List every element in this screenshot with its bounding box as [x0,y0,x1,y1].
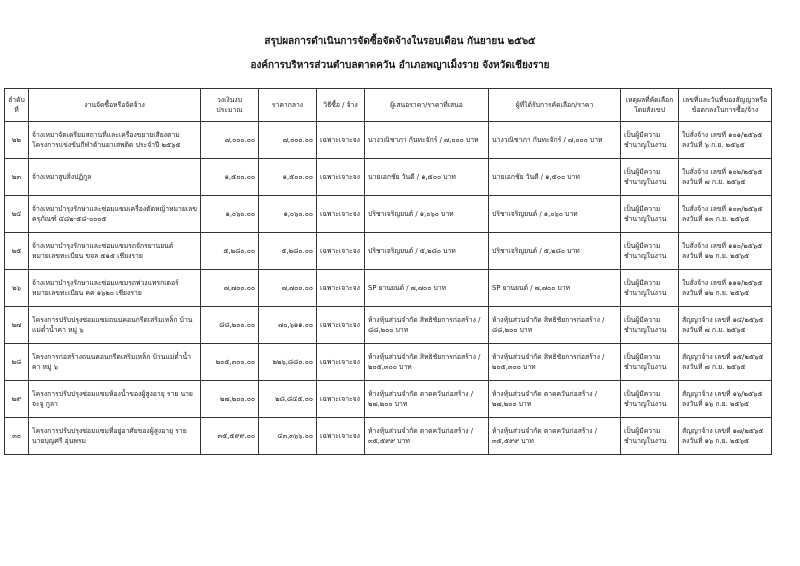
row-median-cell: ๗๐,๖๑๑.๐๐ [259,307,317,344]
row-bidder-cell: นายเอกชัย วันดี / ๑,๕๐๐ บาท [365,159,489,196]
header-cell-method: วิธีซื้อ / จ้าง [317,89,365,122]
row-contract-cell: สัญญาจ้าง เลขที่ ๑๔/๒๕๖๕ ลงวันที่ ๗ ก.ย. ๒๕๖๕ [679,307,772,344]
row-winner-cell: ห้างหุ้นส่วนจำกัด ตาดควันก่อสร้าง / ๒๗,๒๐๐ บาท [489,381,621,418]
table-row [5,233,772,270]
row-reason-cell: เป็นผู้มีความชำนาญในงาน [621,344,679,381]
row-item-cell: โครงการปรับปรุงซ่อมแซมห้องน้ำของผู้สูงอายุ ราย นายจะจู กูลา [29,381,201,418]
row-method-cell: เฉพาะเจาะจง [317,381,365,418]
row-median-cell: ๒๒๖,๘๘๐.๐๐ [259,344,317,381]
table-row [5,196,772,233]
row-winner-cell: ปริชาเจริญยนต์ / ๑,๐๖๐ บาท [489,196,621,233]
row-bidder-cell: SP ยานยนต์ / ๗,๗๐๐ บาท [365,270,489,307]
row-reason-cell: เป็นผู้มีความชำนาญในงาน [621,159,679,196]
row-median-cell: ๑,๐๖๐.๐๐ [259,196,317,233]
row-method-cell: เฉพาะเจาะจง [317,344,365,381]
row-bidder-cell: ห้างหุ้นส่วนจำกัด ตาดควันก่อสร้าง / ๓๕,๕๙๙ บาท [365,418,489,455]
row-reason-cell: เป็นผู้มีความชำนาญในงาน [621,307,679,344]
row-no-cell: ๒๙ [5,381,29,418]
row-winner-cell: นายเอกชัย วันดี / ๑,๕๐๐ บาท [489,159,621,196]
header-cell-median: ราคากลาง [259,89,317,122]
row-no-cell: ๒๓ [5,159,29,196]
row-method-cell: เฉพาะเจาะจง [317,233,365,270]
procurement-table [4,88,772,455]
row-contract-cell: ใบสั่งจ้าง เลขที่ ๑๐๓/๒๕๖๕ ลงวันที่ ๑๓ ก.ย. ๒๕๖๕ [679,196,772,233]
row-no-cell: ๒๒ [5,122,29,159]
row-bidder-cell: ปริชาเจริญยนต์ / ๕,๒๘๐ บาท [365,233,489,270]
row-contract-cell: สัญญาจ้าง เลขที่ ๑๕/๒๕๖๕ ลงวันที่ ๗ ก.ย. ๒๕๖๕ [679,344,772,381]
row-budget-cell: ๒๗,๒๐๐.๐๐ [201,381,259,418]
row-budget-cell: ๕,๒๘๐.๐๐ [201,233,259,270]
row-winner-cell: นางวณิชาภา กันทะจักร์ / ๗,๐๐๐ บาท [489,122,621,159]
row-no-cell: ๒๔ [5,196,29,233]
report-title: สรุปผลการดำเนินการจัดซื้อจัดจ้างในรอบเดือน กันยายน ๒๕๖๕ [264,36,536,47]
header-cell-contract: เลขที่และวันที่ของสัญญาหรือข้อตกลงในการซื้อ/จ้าง [679,89,772,122]
row-item-cell: จ้างเหมาสูบสิ่งปฏิกูล [29,159,201,196]
row-contract-cell: ใบสั่งจ้าง เลขที่ ๑๐๑/๒๕๖๕ ลงวันที่ ๖ ก.ย. ๒๕๖๕ [679,122,772,159]
row-winner-cell: ห้างหุ้นส่วนจำกัด สิทธิชัยการก่อสร้าง / ๘๘,๒๐๐ บาท [489,307,621,344]
row-method-cell: เฉพาะเจาะจง [317,307,365,344]
row-no-cell: ๒๗ [5,307,29,344]
row-winner-cell: ห้างหุ้นส่วนจำกัด ตาดควันก่อสร้าง / ๓๕,๕๙๙ บาท [489,418,621,455]
row-method-cell: เฉพาะเจาะจง [317,418,365,455]
row-median-cell: ๑,๕๐๐.๐๐ [259,159,317,196]
header-cell-no: ลำดับที่ [5,89,29,122]
row-no-cell: ๒๘ [5,344,29,381]
row-contract-cell: ใบสั่งจ้าง เลขที่ ๑๐๒/๒๕๖๕ ลงวันที่ ๗ ก.ย. ๒๕๖๕ [679,159,772,196]
table-row [5,307,772,344]
row-median-cell: ๗,๐๐๐.๐๐ [259,122,317,159]
row-budget-cell: ๑,๕๐๐.๐๐ [201,159,259,196]
row-winner-cell: SP ยานยนต์ / ๗,๗๐๐ บาท [489,270,621,307]
row-bidder-cell: ห้างหุ้นส่วนจำกัด สิทธิชัยการก่อสร้าง / ๘๘,๒๐๐ บาท [365,307,489,344]
row-median-cell: ๒๘,๘๔๕.๐๐ [259,381,317,418]
header-cell-item: งานจัดซื้อหรือจัดจ้าง [29,89,201,122]
row-budget-cell: ๗,๐๐๐.๐๐ [201,122,259,159]
row-contract-cell: ใบสั่งจ้าง เลขที่ ๑๑๑/๒๕๖๕ ลงวันที่ ๑๒ ก.ย. ๒๕๖๕ [679,270,772,307]
row-item-cell: โครงการปรับปรุงซ่อมแซมถนนคอนกรีตเสริมเหล็ก บ้านแม่ต๋ำน้ำคา หมู่ ๖ [29,307,201,344]
row-item-cell: จ้างเหมาจัดเตรียมสถานที่และเครื่องขยายเสียงตามโครงการแข่งขันกีฬาต้านยาเสพติด ประจำปี ๒๕๖๕ [29,122,201,159]
row-method-cell: เฉพาะเจาะจง [317,270,365,307]
table-row [5,344,772,381]
row-bidder-cell: ปริชาเจริญยนต์ / ๑,๐๖๐ บาท [365,196,489,233]
row-method-cell: เฉพาะเจาะจง [317,122,365,159]
row-item-cell: จ้างเหมาบำรุงรักษาและซ่อมแซมรถจักรยานยนต์ หมายเลขทะเบียน ขจล ๕๑๕ เชียงราย [29,233,201,270]
row-no-cell: ๓๐ [5,418,29,455]
row-item-cell: โครงการก่อสร้างถนนคอนกรีตเสริมเหล็ก บ้านแม่ต๋ำน้ำคา หมู่ ๖ [29,344,201,381]
row-no-cell: ๒๕ [5,233,29,270]
header-cell-reason: เหตุผลที่คัดเลือกโดยสังเขป [621,89,679,122]
row-no-cell: ๒๖ [5,270,29,307]
row-method-cell: เฉพาะเจาะจง [317,196,365,233]
table-row [5,418,772,455]
row-budget-cell: ๓๕,๕๙๙.๐๐ [201,418,259,455]
row-budget-cell: ๑,๐๖๐.๐๐ [201,196,259,233]
row-contract-cell: สัญญาจ้าง เลขที่ ๑๖/๒๕๖๕ ลงวันที่ ๑๖ ก.ย. ๒๕๖๕ [679,381,772,418]
row-contract-cell: ใบสั่งจ้าง เลขที่ ๑๑๐/๒๕๖๕ ลงวันที่ ๑๒ ก.ย. ๒๕๖๕ [679,233,772,270]
row-method-cell: เฉพาะเจาะจง [317,159,365,196]
table-row [5,122,772,159]
header-cell-budget: วงเงินงบประมาณ [201,89,259,122]
header-cell-winner: ผู้ที่ได้รับการคัดเลือก/ราคา [489,89,621,122]
row-reason-cell: เป็นผู้มีความชำนาญในงาน [621,270,679,307]
row-bidder-cell: ห้างหุ้นส่วนจำกัด ตาดควันก่อสร้าง / ๒๗,๒๐๐ บาท [365,381,489,418]
row-reason-cell: เป็นผู้มีความชำนาญในงาน [621,233,679,270]
row-budget-cell: ๒๐๕,๓๐๐.๐๐ [201,344,259,381]
row-reason-cell: เป็นผู้มีความชำนาญในงาน [621,381,679,418]
row-item-cell: จ้างเหมาบำรุงรักษาและซ่อมแซมรถพ่วงแทรกเตอร์ หมายเลขทะเบียน คค ๑๖๒๐ เชียงราย [29,270,201,307]
row-contract-cell: สัญญาจ้าง เลขที่ ๑๗/๒๕๖๕ ลงวันที่ ๑๖ ก.ย. ๒๕๖๕ [679,418,772,455]
row-item-cell: โครงการปรับปรุงซ่อมแซมที่อยู่อาศัยของผู้สูงอายุ ราย นายบุญศรี อุ่นพรม [29,418,201,455]
row-median-cell: ๕,๒๘๐.๐๐ [259,233,317,270]
row-median-cell: ๔๓,๓๖๖.๐๐ [259,418,317,455]
report-subtitle: องค์การบริหารส่วนตำบลตาดควัน อำเภอพญาเม็งราย จังหวัดเชียงราย [250,60,550,71]
row-budget-cell: ๗,๗๐๐.๐๐ [201,270,259,307]
table-row [5,270,772,307]
row-bidder-cell: นางวณิชาภา กันทะจักร์ / ๗,๐๐๐ บาท [365,122,489,159]
row-reason-cell: เป็นผู้มีความชำนาญในงาน [621,196,679,233]
row-winner-cell: ห้างหุ้นส่วนจำกัด สิทธิชัยการก่อสร้าง / ๒๐๕,๓๐๐ บาท [489,344,621,381]
table-row [5,381,772,418]
row-budget-cell: ๘๘,๒๐๐.๐๐ [201,307,259,344]
row-reason-cell: เป็นผู้มีความชำนาญในงาน [621,418,679,455]
header-cell-bidder: ผู้เสนอราคา/ราคาที่เสนอ [365,89,489,122]
row-reason-cell: เป็นผู้มีความชำนาญในงาน [621,122,679,159]
row-winner-cell: ปริชาเจริญยนต์ / ๕,๒๘๐ บาท [489,233,621,270]
row-item-cell: จ้างเหมาบำรุงรักษาและซ่อมแซมเครื่องตัดหญ้าหมายเลขครุภัณฑ์ ๔๘๒-๕๘-๐๐๐๕ [29,196,201,233]
row-median-cell: ๗,๗๐๐.๐๐ [259,270,317,307]
row-bidder-cell: ห้างหุ้นส่วนจำกัด สิทธิชัยการก่อสร้าง / ๒๐๕,๓๐๐ บาท [365,344,489,381]
table-header-row [5,89,772,122]
table-row [5,159,772,196]
